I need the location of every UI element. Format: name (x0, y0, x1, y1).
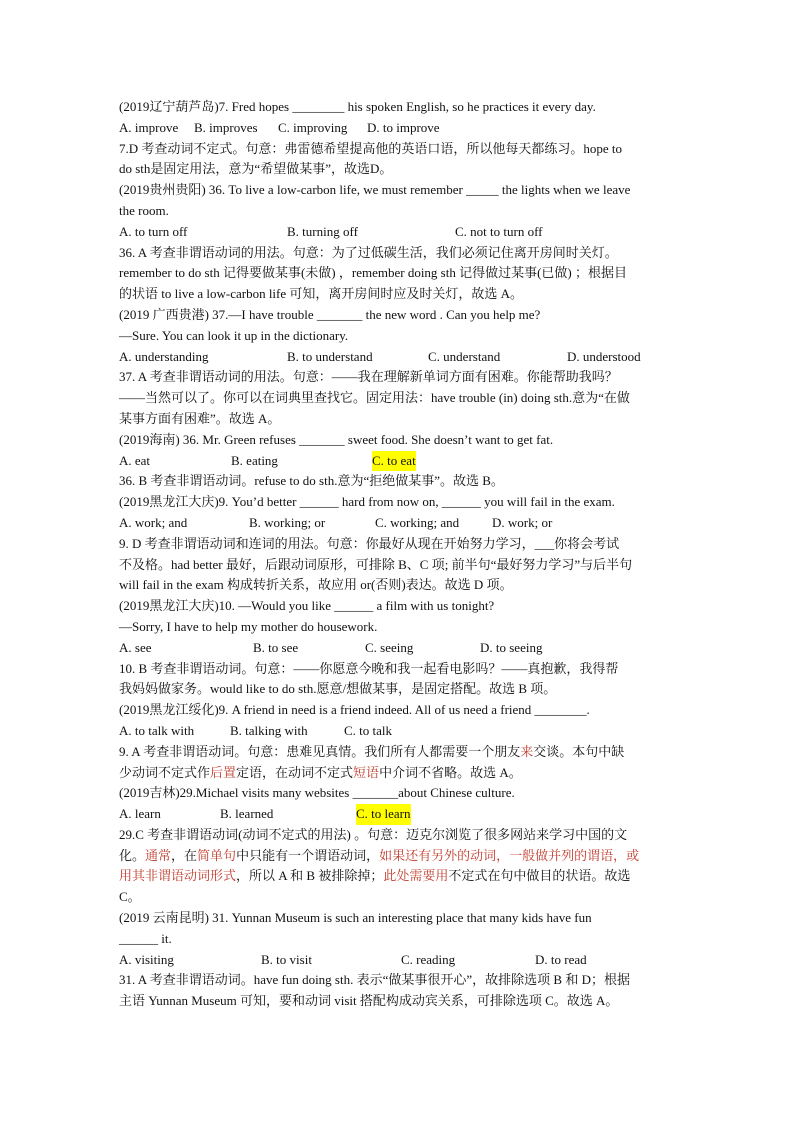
text-line: 7.D 考查动词不定式。句意：弗雷德希望提高他的英语口语，所以他每天都练习。hope to (119, 140, 623, 156)
emphasized-text: 来 (520, 743, 534, 759)
text-line: ——当然可以了。你可以在词典里查找它。固定用法：have trouble (in) doing sth.意为“在做 (119, 390, 630, 406)
text-line: 不及格。had better 最好，后跟动词原形，可排除 B、C 项; 前半句“最好努力学习”与后半句 (119, 556, 633, 572)
text-segment: 中介词不省略。故选 A。 (379, 764, 522, 780)
text-line: 36. A 考查非谓语动词的用法。句意：为了过低碳生活，我们必须记住离开房间时关灯。 (119, 244, 618, 260)
text-line: 我妈妈做家务。would like to do sth.愿意/想做某事，是固定搭配。故选 B 项。 (119, 681, 557, 697)
answer-option: B. improves (194, 119, 258, 135)
answer-option: A. to turn off (119, 223, 188, 239)
text-segment: 交谈。本句中缺 (533, 743, 625, 759)
answer-option: C. reading (401, 951, 456, 967)
answer-options (119, 513, 679, 534)
question-line: (2019 云南昆明) 31. Yunnan Museum is such an interesting place that many kids have fun (119, 910, 592, 926)
text-line: remember to do sth 记得要做某事(未做) ，remember doing sth 记得做过某事(已做) ；根据目 (119, 265, 628, 281)
answer-option: C. improving (278, 119, 348, 135)
answer-options (119, 638, 679, 659)
text-line: 31. A 考查非谓语动词。have fun doing sth. 表示“做某事很开心”，故排除选项 B 和 D；根据 (119, 972, 630, 988)
text-segment: 不定式在句中做目的状语。故选 (448, 868, 631, 884)
answer-option: D. to seeing (480, 639, 543, 655)
emphasized-text: 用其非谓语动词形式 (119, 868, 237, 884)
emphasized-text: 简单句 (197, 847, 237, 863)
answer-option: D. understood (567, 348, 641, 364)
answer-option: C. seeing (365, 639, 414, 655)
answer-option: A. improve (119, 119, 179, 135)
emphasized-text: 短语 (353, 764, 380, 780)
answer-option: A. learn (119, 806, 161, 822)
answer-option: A. to talk with (119, 722, 195, 738)
answer-option: D. to read (535, 951, 587, 967)
question-line: (2019贵州贵阳) 36. To live a low-carbon life, we must remember _____ the lights when we leave (119, 182, 631, 198)
answer-option: B. learned (220, 806, 274, 822)
text-line: 的状语 to live a low-carbon life 可知，离开房间时应及时关灯，故选 A。 (119, 286, 524, 302)
answer-option: B. eating (231, 452, 278, 468)
answer-option: A. visiting (119, 951, 174, 967)
answer-option: B. turning off (287, 223, 358, 239)
document-body (119, 97, 679, 1012)
answer-options (119, 222, 679, 243)
question-line: (2019黑龙江绥化)9. A friend in need is a friend indeed. All of us need a friend ________. (119, 702, 590, 718)
text-line: do sth是固定用法，意为“希望做某事”，故选D。 (119, 161, 393, 177)
answer-options (119, 118, 679, 139)
text-segment: 定语，在动词不定式 (236, 764, 354, 780)
answer-option: B. to see (253, 639, 299, 655)
highlighted-answer-option: C. to learn (356, 804, 411, 825)
answer-option: B. working; or (249, 514, 326, 530)
text-line: 主语 Yunnan Museum 可知，要和动词 visit 搭配构成动宾关系，可排除选项 C。故选 A。 (119, 993, 619, 1009)
question-line: (2019 广西贵港) 37.—I have trouble _______ the new word . Can you help me? (119, 306, 541, 322)
answer-option: B. to understand (287, 348, 373, 364)
text-line: 37. A 考查非谓语动词的用法。句意：——我在理解新单词方面有困难。你能帮助我吗？ (119, 369, 618, 385)
answer-options (119, 804, 679, 825)
emphasized-text: 后置 (210, 764, 237, 780)
answer-option: A. eat (119, 452, 151, 468)
text-segment: 中只能有一个谓语动词， (236, 847, 380, 863)
text-line: 9. D 考查非谓语动词和连词的用法。句意：你最好从现在开始努力学习，___你将会考试 (119, 535, 620, 551)
question-line: (2019吉林)29.Michael visits many websites _______about Chinese culture. (119, 785, 515, 801)
text-line: 36. B 考查非谓语动词。refuse to do sth.意为“拒绝做某事”。故选 B。 (119, 473, 504, 489)
question-line: (2019海南) 36. Mr. Green refuses _______ sweet food. She doesn’t want to get fat. (119, 431, 554, 447)
answer-options (119, 451, 679, 472)
answer-options (119, 347, 679, 368)
answer-option: A. see (119, 639, 152, 655)
emphasized-text: 通常 (145, 847, 172, 863)
question-line: (2019黑龙江大庆)10. —Would you like ______ a film with us tonight? (119, 598, 495, 614)
text-line: will fail in the exam 构成转折关系，故应用 or(否则)表达。故选 D 项。 (119, 577, 513, 593)
question-line: (2019辽宁葫芦岛)7. Fred hopes ________ his spoken English, so he practices it every day. (119, 99, 596, 114)
text-line: —Sorry, I have to help my mother do housework. (119, 618, 378, 634)
text-line: 某事方面有困难”。故选 A。 (119, 410, 281, 426)
question-line: (2019黑龙江大庆)9. You’d better ______ hard from now on, ______ you will fail in the exam. (119, 494, 615, 510)
text-line: C。 (119, 889, 141, 905)
answer-option: A. understanding (119, 348, 209, 364)
explanation-line (119, 763, 679, 784)
text-line: the room. (119, 202, 169, 218)
answer-options (119, 950, 679, 971)
answer-option: C. to talk (344, 722, 393, 738)
answer-option: D. work; or (492, 514, 553, 530)
text-segment: ，所以 A 和 B 被排除掉； (236, 868, 384, 884)
answer-option: C. working; and (375, 514, 460, 530)
text-line: 10. B 考查非谓语动词。句意：——你愿意今晚和我一起看电影吗？——真抱歉，我得帮 (119, 660, 619, 676)
answer-option: D. to improve (367, 119, 440, 135)
answer-option: B. to visit (261, 951, 312, 967)
text-segment: 9. A 考查非谓语动词。句意：患难见真情。我们所有人都需要一个朋友 (119, 743, 521, 759)
highlighted-answer-option: C. to eat (372, 451, 416, 472)
text-line: 29.C 考查非谓语动词(动词不定式的用法) 。句意：迈克尔浏览了很多网站来学习中国的文 (119, 826, 628, 842)
answer-options (119, 721, 679, 742)
answer-option: A. work; and (119, 514, 188, 530)
answer-option: B. talking with (230, 722, 308, 738)
answer-option: C. understand (428, 348, 501, 364)
emphasized-text: 如果还有另外的动词，一般做并列的谓语，或 (379, 847, 640, 863)
text-segment: 化。 (119, 847, 146, 863)
text-segment: ，在 (171, 847, 198, 863)
explanation-line (119, 866, 679, 887)
text-line: ______ it. (119, 930, 172, 946)
emphasized-text: 此处需要用 (383, 868, 449, 884)
text-segment: 少动词不定式作 (119, 764, 211, 780)
explanation-line (119, 846, 679, 867)
text-line: —Sure. You can look it up in the dictionary. (119, 327, 349, 343)
explanation-line (119, 742, 679, 763)
answer-option: C. not to turn off (455, 223, 543, 239)
